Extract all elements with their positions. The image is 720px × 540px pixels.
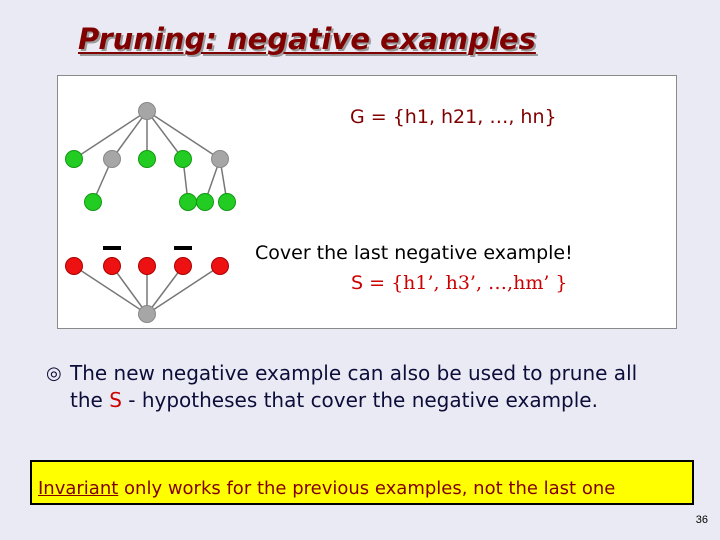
red-node [104,258,121,275]
invariant-note-box [30,460,694,505]
green-node [219,194,236,211]
red-node [66,258,83,275]
minus-icon [174,246,192,250]
green-node [66,151,83,168]
bullet-point [46,360,666,414]
green-node [85,194,102,211]
green-node [175,151,192,168]
s-set-label [351,272,568,294]
root-node [139,103,156,120]
s-set-members: {h1’, h3’, …,hm’ } [391,272,568,294]
gray-node [212,151,229,168]
diagram-panel [57,75,677,329]
bullet-icon: ◎ [46,363,62,384]
s-set-prefix: S = [351,272,392,294]
green-node [180,194,197,211]
red-node [175,258,192,275]
bullet-s-highlight: S [109,388,122,412]
page-number: 36 [695,514,708,526]
bullet-text-after: - hypotheses that cover the negative example. [121,388,598,412]
slide-title: Pruning: negative examples [78,22,536,56]
red-node [212,258,229,275]
green-node [139,151,156,168]
red-node [139,258,156,275]
invariant-rest: only works for the previous examples, not the last one [118,478,616,499]
bullet-text-before: The new negative example can also be used to prune all the [70,361,638,412]
bottom-node [139,306,156,323]
cover-caption: Cover the last negative example! [255,242,573,264]
g-set-label: G = {h1, h21, …, hn} [350,106,557,128]
minus-icon [103,246,121,250]
green-node [197,194,214,211]
invariant-word: Invariant [38,478,119,499]
bullet-text [46,360,666,414]
gray-node [104,151,121,168]
